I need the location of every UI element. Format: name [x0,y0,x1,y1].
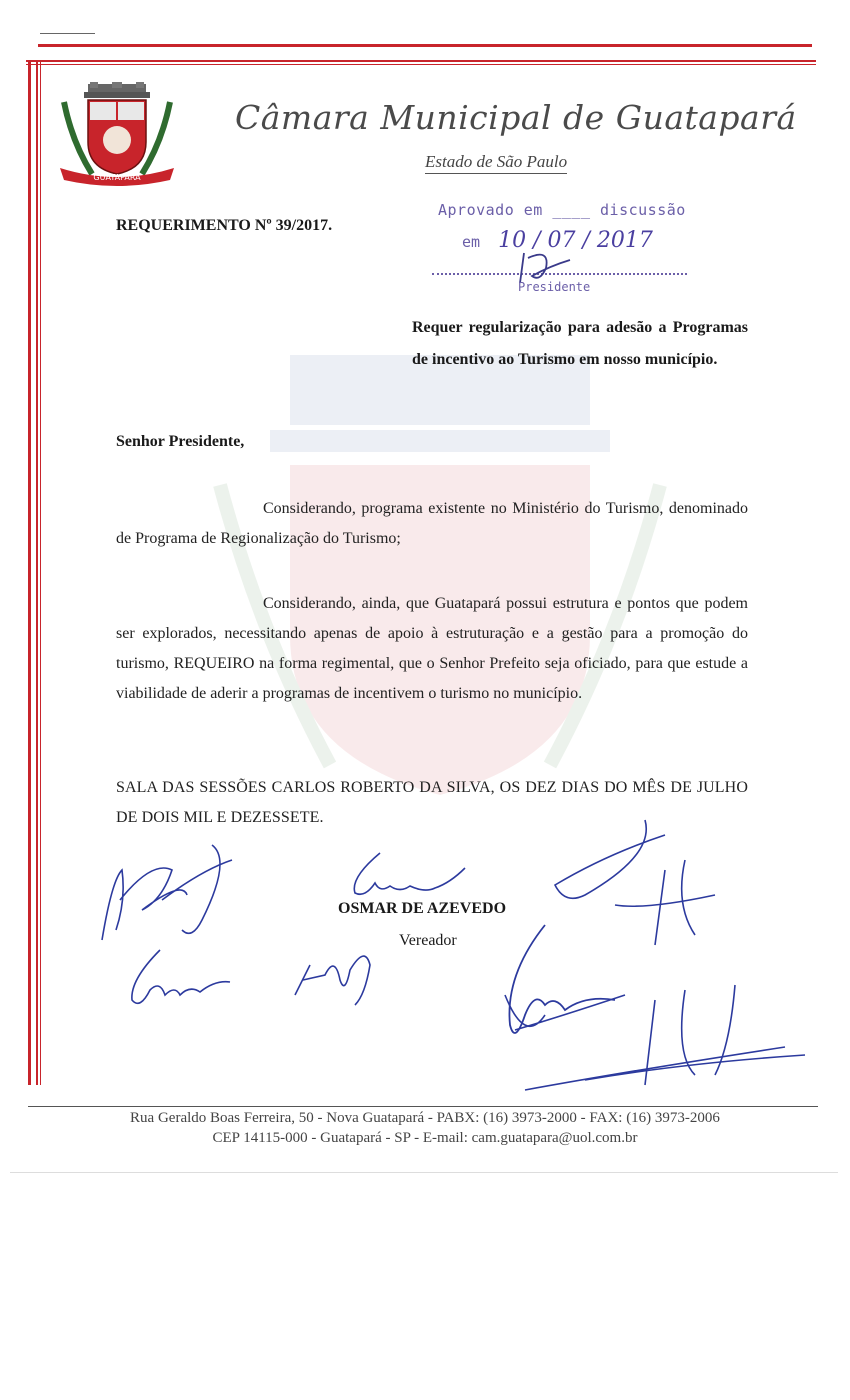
left-border-line [28,60,31,1085]
signer-name: OSMAR DE AZEVEDO [338,900,507,917]
header-border-line-thin [26,64,816,65]
stamp-date-prefix: em [462,233,481,251]
footer-line-2: CEP 14115-000 - Guatapará - SP - E-mail: cam.guatapara@uol.com.br [212,1130,638,1146]
paragraph-2 [116,589,748,709]
stamp-president-label: Presidente [518,280,591,294]
header-border-line [26,60,816,62]
document-number: REQUERIMENTO Nº 39/2017. [116,217,333,234]
salutation: Senhor Presidente, [116,433,245,450]
paragraph-2-lead: Considerando, ainda, [263,595,401,612]
footer-line-1: Rua Geraldo Boas Ferreira, 50 - Nova Guatapará - PABX: (16) 3973-2000 - FAX: (16) 3973-2006 [130,1110,720,1126]
municipal-crest-logo [54,82,180,186]
left-border-line-inner [36,60,38,1085]
footer-divider [28,1106,818,1107]
signature-3 [285,935,385,1015]
document-summary: Requer regularização para adesão a Programas de incentivo ao Turismo em nosso município. [412,319,748,368]
closing-statement: SALA DAS SESSÕES CARLOS ROBERTO DA SILVA, OS DEZ DIAS DO MÊS DE JULHO DE DOIS MIL E DEZESSETE. [116,779,748,826]
stamp-date: 10 / 07 / 2017 [498,228,653,253]
watermark-crest [200,335,680,815]
institution-subtitle: Estado de São Paulo [425,152,567,174]
crest-banner-text: GUATAPARÁ [93,173,141,182]
footer-address [30,1108,820,1148]
signature-1 [92,840,252,950]
signer-role: Vereador [399,932,457,949]
paragraph-1 [116,494,748,554]
paragraph-2-body: que Guatapará possui estrutura e pontos que podem ser explorados, necessitando apenas de apoio à estruturação e a gestão para a promoção do turismo, REQUEIRO na forma regimental, que o Senhor Prefeito seja oficiado, para que estude a viabilidade de aderir a programas de incentivem o turismo no município. [116,595,748,702]
scan-mark [40,33,95,34]
signature-2 [120,940,240,1020]
paragraph-1-body: programa existente no Ministério do Turismo, denominado de Programa de Regionalização do Turismo; [116,500,748,547]
header-border-top [38,44,812,47]
page-edge-line [10,1172,838,1173]
paragraph-1-lead: Considerando, [263,500,356,517]
approval-stamp [430,198,705,298]
left-border-line-thin [40,60,41,1085]
signer-signature [340,848,470,908]
signatures-cluster [485,815,825,1105]
institution-title: Câmara Municipal de Guatapará [235,98,797,137]
stamp-approved-line: Aprovado em ____ discussão [438,201,686,219]
